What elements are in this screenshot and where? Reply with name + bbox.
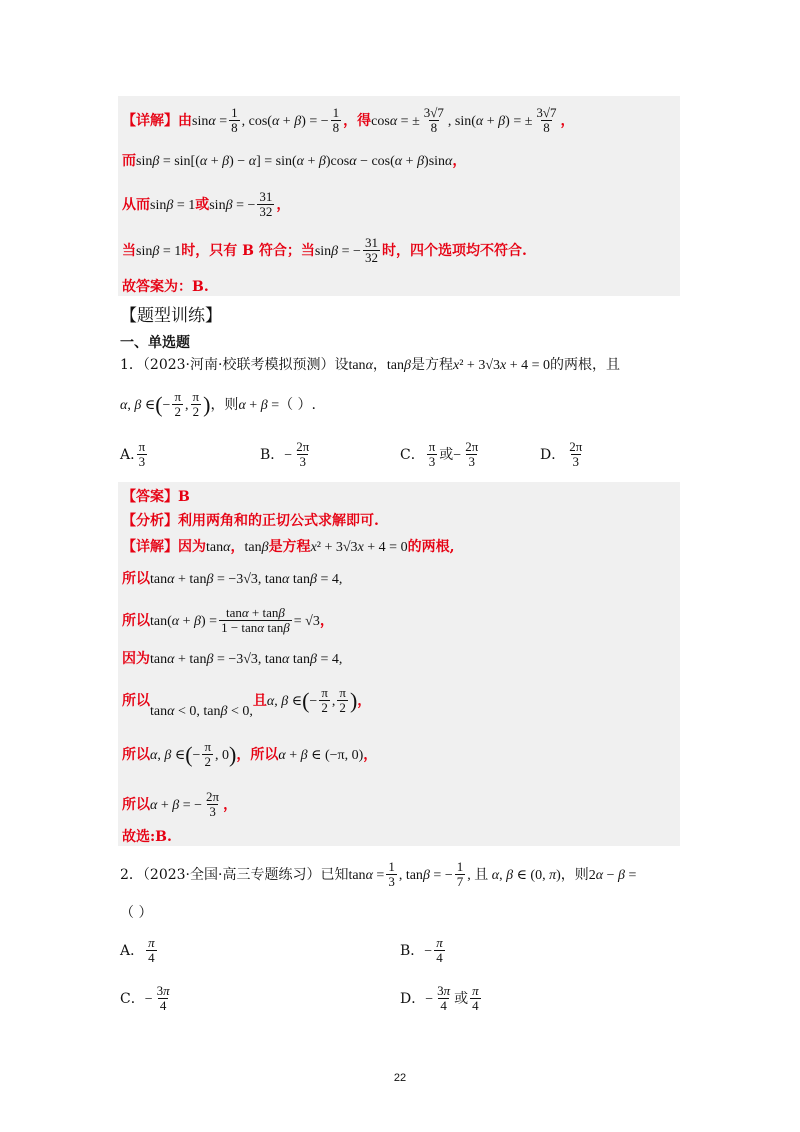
a1-choose: 故选:B. [122, 829, 172, 845]
q2-option-b[interactable]: B．− $\frac{\pi}{4}$ [400, 935, 443, 966]
detail-line-3: 从而sinβ = 1或sinβ = − $\frac{31}{32}$ ， [122, 189, 291, 220]
q1-line-2: α, β ∈(− $\frac{\pi}{2}$ , $\frac{\pi}{2}$ )，则α + β =（ ）. [120, 389, 316, 420]
a1-detail-4: 因为tanα + tanβ = −3√3, tanα tanβ = 4, [122, 651, 343, 667]
a1-detail-6: 所以α, β ∈(− $\frac{\pi}{2}$ , 0)，所以α + β ∈ (−π, 0)， [122, 739, 378, 770]
q2-paren: （ ） [120, 905, 153, 921]
a1-detail-5: 所以tanα < 0, tanβ < 0,且α, β ∈(− $\frac{\pi}{2}$ , $\frac{\pi}{2}$ )， [122, 685, 372, 719]
a1-detail-1: 【详解】因为tanα，tanβ是方程x² + 3√3x + 4 = 0的两根, [122, 539, 455, 555]
a1-detail-7: 所以α + β = − $\frac{2\pi}{3}$ ， [122, 789, 238, 820]
q1-option-b[interactable]: B．− $\frac{2\pi}{3}$ [260, 439, 310, 470]
page-number: 22 [393, 1072, 407, 1084]
detail-line-4: 当sinβ = 1时，只有 B 符合；当sinβ = − $\frac{31}{32}$ 时，四个选项均不符合. [122, 235, 527, 266]
section-single-choice: 一、单选题 [120, 335, 190, 351]
a1-detail-2: 所以tanα + tanβ = −3√3, tanα tanβ = 4, [122, 571, 343, 587]
q1-option-c[interactable]: C． $\frac{\pi}{3}$ 或− $\frac{2\pi}{3}$ [400, 439, 479, 470]
q1-option-a[interactable]: A. $\frac{\pi}{3}$ [120, 439, 146, 470]
q1-line-1: 1．（2023·河南·校联考模拟预测）设tanα，tanβ是方程x² + 3√3x + 4 = 0的两根，且 [120, 357, 621, 373]
a1-detail-3: 所以tan(α + β) = $\frac{\tan\alpha + \tan\beta}{\text{1 − tanα tanβ}}$ = √3， [122, 605, 334, 636]
q1-options [120, 440, 680, 474]
q2-line-1: 2．（2023·全国·高三专题练习）已知tanα = $\frac{1}{3}$ , tanβ = − $\frac{1}{7}$ , 且 α, β ∈ (0, π)，则2α − β = [120, 859, 637, 890]
detail-line-1: 【详解】由sinα = $\frac{1}{8}$ , cos(α + β) = − $\frac{1}{8}$ ，得cosα = ± $\frac{3√7}{8}$ , sin(α + β) = ± $\frac{3√7}{8}$ ， [122, 105, 575, 136]
a1-answer: 【答案】B [122, 489, 190, 505]
q1-option-d[interactable]: D． $\frac{2\pi}{3}$ [540, 439, 583, 470]
q2-options [120, 936, 680, 1016]
detail-conclusion: 故答案为：B. [122, 279, 209, 295]
q2-option-a[interactable]: A． $\frac{\pi}{4}$ [120, 935, 155, 966]
section-title: 【题型训练】 [120, 306, 222, 326]
q2-option-c[interactable]: C．− $\frac{3\pi}{4}$ [120, 983, 170, 1014]
a1-analysis: 【分析】利用两角和的正切公式求解即可. [122, 513, 379, 529]
detail-line-2: 而sinβ = sin[(α + β) − α] = sin(α + β)cosα − cos(α + β)sinα， [122, 153, 467, 169]
q2-option-d[interactable]: D．− $\frac{3\pi}{4}$ 或 $\frac{\pi}{4}$ [400, 983, 479, 1014]
